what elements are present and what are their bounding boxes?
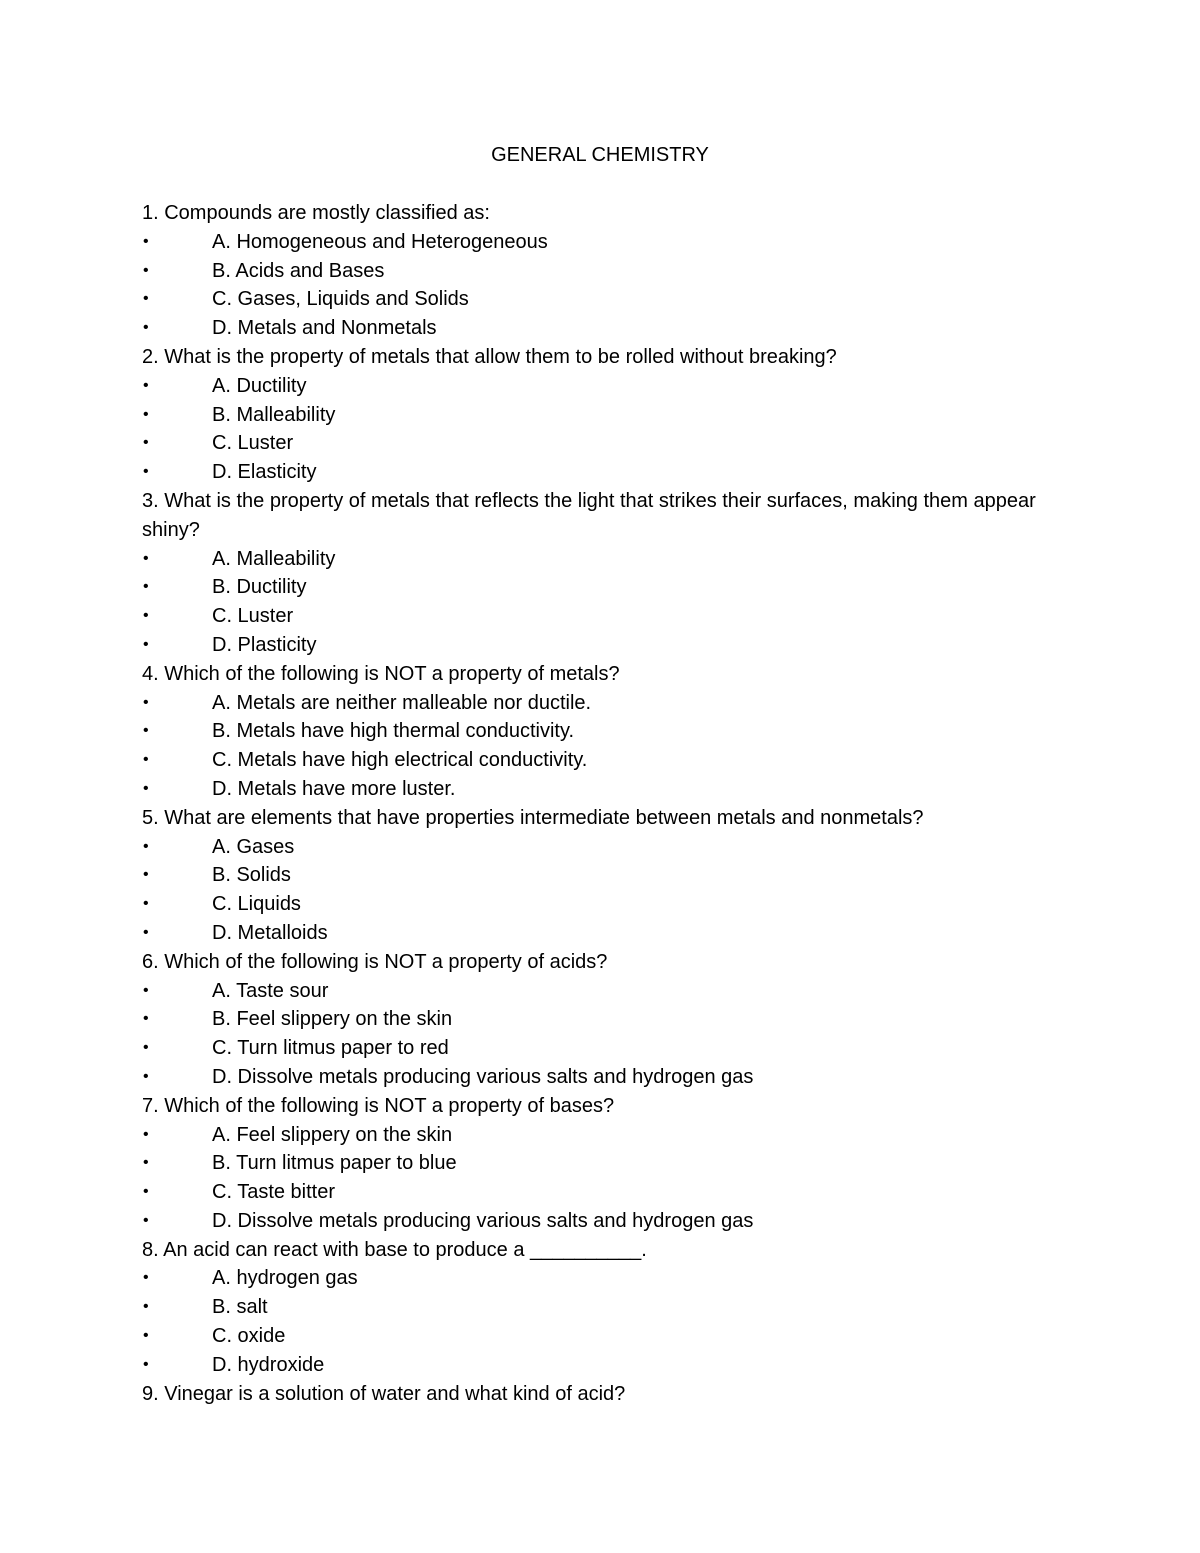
bullet-icon: • <box>143 779 149 797</box>
bullet-icon: • <box>143 261 149 279</box>
option-text: C. Luster <box>212 432 294 455</box>
option-text: A. hydrogen gas <box>212 1267 358 1290</box>
option-item <box>142 401 1062 430</box>
option-text: B. Turn litmus paper to blue <box>212 1152 457 1175</box>
option-item <box>142 1293 1062 1322</box>
bullet-icon: • <box>143 607 149 625</box>
bullet-icon: • <box>143 923 149 941</box>
bullet-icon: • <box>143 1327 149 1345</box>
bullet-icon: • <box>143 1010 149 1028</box>
option-text: C. Luster <box>212 605 294 628</box>
option-text: B. Feel slippery on the skin <box>212 1008 453 1031</box>
option-text: B. Metals have high thermal conductivity. <box>212 720 575 743</box>
option-item <box>142 1063 1062 1092</box>
option-item <box>142 1264 1062 1293</box>
option-text: C. Gases, Liquids and Solids <box>212 288 469 311</box>
bullet-icon: • <box>143 1067 149 1085</box>
question <box>142 660 1062 804</box>
option-text: A. Metals are neither malleable nor ductile. <box>212 691 592 714</box>
bullet-icon: • <box>143 578 149 596</box>
bullet-icon: • <box>143 981 149 999</box>
option-text: C. Metals have high electrical conductivity. <box>212 749 588 772</box>
option-item <box>142 1322 1062 1351</box>
option-item <box>142 977 1062 1006</box>
bullet-icon: • <box>143 635 149 653</box>
option-text: A. Homogeneous and Heterogeneous <box>212 230 548 253</box>
bullet-icon: • <box>143 1154 149 1172</box>
option-text: A. Ductility <box>212 374 307 397</box>
bullet-icon: • <box>143 1211 149 1229</box>
option-text: C. Turn litmus paper to red <box>212 1037 449 1060</box>
option-text: D. hydroxide <box>212 1353 325 1376</box>
question-text: 2. What is the property of metals that allow them to be rolled without breaking? <box>142 345 837 368</box>
option-text: D. Metals have more luster. <box>212 777 456 800</box>
bullet-icon: • <box>143 463 149 481</box>
option-item <box>142 1207 1062 1236</box>
question <box>142 1092 1062 1236</box>
option-item <box>142 1178 1062 1207</box>
bullet-icon: • <box>143 1039 149 1057</box>
option-list <box>142 1121 1062 1236</box>
question-text: 7. Which of the following is NOT a property of bases? <box>142 1094 615 1117</box>
option-item <box>142 1351 1062 1380</box>
option-item <box>142 746 1062 775</box>
option-item <box>142 1149 1062 1178</box>
option-text: B. Ductility <box>212 576 307 599</box>
bullet-icon: • <box>143 837 149 855</box>
option-item <box>142 717 1062 746</box>
question <box>142 804 1062 948</box>
option-text: A. Malleability <box>212 547 336 570</box>
option-item <box>142 573 1062 602</box>
option-text: B. Malleability <box>212 403 336 426</box>
option-item <box>142 689 1062 718</box>
option-item <box>142 545 1062 574</box>
bullet-icon: • <box>143 1269 149 1287</box>
question-text: 1. Compounds are mostly classified as: <box>142 202 490 224</box>
question-list <box>142 199 1062 1408</box>
option-text: D. Dissolve metals producing various salts and hydrogen gas <box>212 1065 754 1088</box>
option-item <box>142 1005 1062 1034</box>
question-text: 4. Which of the following is NOT a property of metals? <box>142 662 620 685</box>
question <box>142 948 1062 1092</box>
option-item <box>142 861 1062 890</box>
question <box>142 199 1062 343</box>
option-list <box>142 545 1062 660</box>
option-text: B. salt <box>212 1296 268 1319</box>
bullet-icon: • <box>143 1355 149 1373</box>
option-list <box>142 1264 1062 1379</box>
bullet-icon: • <box>143 1125 149 1143</box>
option-text: D. Metalloids <box>212 921 328 944</box>
option-item <box>142 458 1062 487</box>
option-item <box>142 890 1062 919</box>
option-text: B. Acids and Bases <box>212 259 385 282</box>
question <box>142 487 1062 660</box>
question-text: 9. Vinegar is a solution of water and what kind of acid? <box>142 1382 626 1405</box>
question <box>142 1380 1062 1409</box>
option-item <box>142 919 1062 948</box>
option-text: C. Liquids <box>212 893 301 916</box>
bullet-icon: • <box>143 866 149 884</box>
bullet-icon: • <box>143 895 149 913</box>
bullet-icon: • <box>143 290 149 308</box>
option-text: C. Taste bitter <box>212 1181 336 1204</box>
option-item <box>142 775 1062 804</box>
option-list <box>142 833 1062 948</box>
bullet-icon: • <box>143 722 149 740</box>
option-text: D. Plasticity <box>212 633 317 656</box>
question-text: 3. What is the property of metals that reflects the light that strikes their surfaces, making them appear shiny? <box>142 489 1036 541</box>
option-text: C. oxide <box>212 1325 286 1348</box>
option-item <box>142 631 1062 660</box>
question <box>142 1236 1062 1380</box>
option-text: D. Elasticity <box>212 461 317 484</box>
option-item <box>142 314 1062 343</box>
question <box>142 343 1062 487</box>
question-text: 8. An acid can react with base to produce a __________. <box>142 1238 647 1261</box>
option-text: D. Metals and Nonmetals <box>212 317 437 340</box>
bullet-icon: • <box>143 693 149 711</box>
bullet-icon: • <box>143 751 149 769</box>
bullet-icon: • <box>143 319 149 337</box>
option-item <box>142 285 1062 314</box>
option-text: A. Taste sour <box>212 979 329 1002</box>
option-item <box>142 257 1062 286</box>
page-title: GENERAL CHEMISTRY <box>491 144 709 166</box>
option-item <box>142 429 1062 458</box>
bullet-icon: • <box>143 549 149 567</box>
bullet-icon: • <box>143 1183 149 1201</box>
bullet-icon: • <box>143 1298 149 1316</box>
question-text: 5. What are elements that have properties intermediate between metals and nonmetals? <box>142 806 924 829</box>
option-text: A. Gases <box>212 835 295 858</box>
option-list <box>142 228 1062 343</box>
option-text: D. Dissolve metals producing various salts and hydrogen gas <box>212 1209 754 1232</box>
option-item <box>142 1034 1062 1063</box>
option-list <box>142 977 1062 1092</box>
option-list <box>142 372 1062 487</box>
option-item <box>142 228 1062 257</box>
bullet-icon: • <box>143 376 149 394</box>
option-item <box>142 1121 1062 1150</box>
bullet-icon: • <box>143 405 149 423</box>
option-item <box>142 602 1062 631</box>
option-item <box>142 372 1062 401</box>
option-text: A. Feel slippery on the skin <box>212 1123 453 1146</box>
option-list <box>142 689 1062 804</box>
bullet-icon: • <box>143 232 149 250</box>
option-text: B. Solids <box>212 864 291 887</box>
option-item <box>142 833 1062 862</box>
bullet-icon: • <box>143 434 149 452</box>
question-text: 6. Which of the following is NOT a property of acids? <box>142 950 608 973</box>
